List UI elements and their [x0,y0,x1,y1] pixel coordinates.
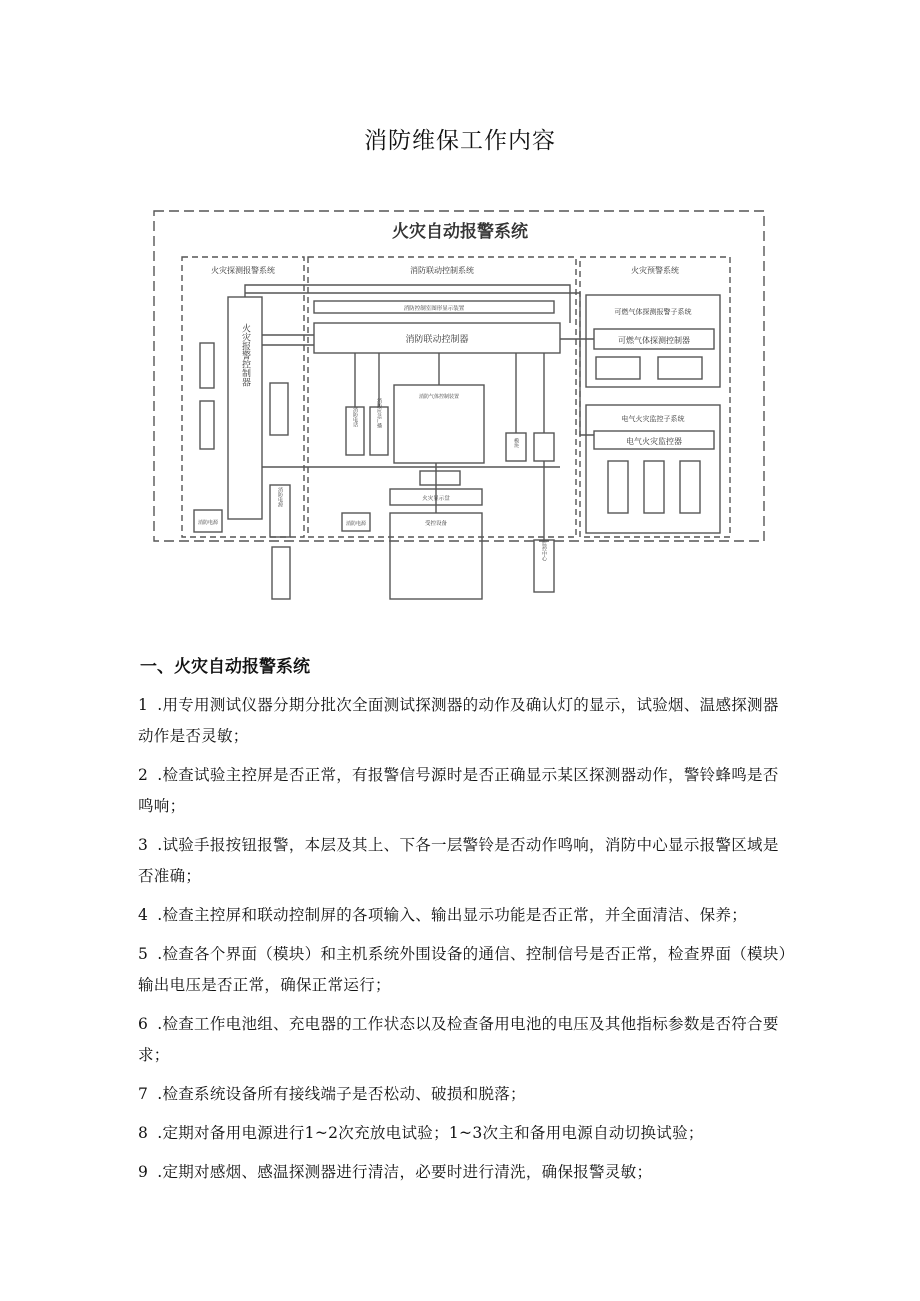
controller-vertical-label [240,322,251,387]
list-item: 9 .定期对感烟、感温探测器进行清洁，必要时进行清洗，确保报警灵敏； [138,1163,653,1181]
linkage-top-label: 消防控制室图形显示装置 [403,306,465,312]
maintenance-list [138,690,788,1196]
controller-char: 火灾报警控制器 [240,323,250,387]
power-left-label: 消防电源 [197,520,219,526]
diagram-label-fire-center: 监控中心 [541,541,547,561]
elec-det-3 [680,461,700,513]
electrical-subsystem-label: 电气火灾监控子系统 [621,415,685,423]
section-linkage-label: 消防联动控制系统 [410,266,474,275]
list-item: 7 .检查系统设备所有接线端子是否松动、破损和脱落； [138,1085,526,1103]
left-box-1 [200,343,214,388]
gas-controller-label: 可燃气体探测控制器 [618,336,690,345]
link-line-1 [245,285,570,323]
list-item: 1 .用专用测试仪器分期分批次全面测试探测器的动作及确认灯的显示，试验烟、温感探测器动作是否灵敏； [138,696,779,745]
diagram-main-title: 火灾自动报警系统 [392,222,528,242]
list-item: 3 .试验手报按钮报警，本层及其上、下各一层警铃是否动作鸣响，消防中心显示报警区域是否准确； [138,836,779,885]
list-item: 6 .检查工作电池组、充电器的工作状态以及检查备用电池的电压及其他指标参数是否符合要求； [138,1015,779,1064]
detection-frame [182,257,304,537]
diagram-label-fire-phone: 消防电话 [352,407,358,427]
section-warning-label: 火灾预警系统 [631,266,679,275]
module-box-2 [534,433,554,461]
side-box [270,383,288,435]
gas-det-2 [658,357,702,379]
list-item: 2 .检查试验主控屏是否正常，有报警信号源时是否正确显示某区探测器动作，警铃蜂鸣是否鸣响； [138,766,779,815]
diagram-label-module: 模块 [513,438,519,448]
gas-subsystem-label: 可燃气体探测报警子系统 [614,308,692,316]
electrical-controller-label: 电气火灾监控器 [626,437,682,446]
gas-control-label: 消防气体控制装置 [418,394,460,400]
elec-det-1 [608,461,628,513]
list-item: 5 .检查各个界面（模块）和主机系统外围设备的通信、控制信号是否正常，检查界面（模块）输出电压是否正常，确保正常运行； [138,945,787,994]
diagram-label-broadcast: 消防应急广播 [376,398,382,428]
diagram-label-fire-power: 消防电源 [277,487,283,507]
gas-det-1 [596,357,640,379]
list-item: 4 .检查主控屏和联动控制屏的各项输入、输出显示功能是否正常，并全面清洁、保养； [138,906,748,924]
section-heading: 一、火灾自动报警系统 [140,657,310,677]
fire-alarm-system-diagram [150,205,770,605]
center-box [272,547,290,599]
list-item: 8 .定期对备用电源进行1~2次充放电试验；1~3次主和备用电源自动切换试验； [138,1124,704,1142]
power-mid-label: 消防电源 [345,521,367,527]
page-title: 消防维保工作内容 [364,128,556,154]
warning-frame [580,257,730,537]
link-line-2 [245,293,594,435]
alarm-display-label: 火灾显示盘 [422,496,450,502]
small-box [420,471,460,485]
device-label: 受控设备 [424,521,448,527]
left-box-2 [200,401,214,449]
elec-det-2 [644,461,664,513]
section-detection-label: 火灾探测报警系统 [211,266,275,275]
linkage-controller-label: 消防联动控制器 [405,335,469,345]
